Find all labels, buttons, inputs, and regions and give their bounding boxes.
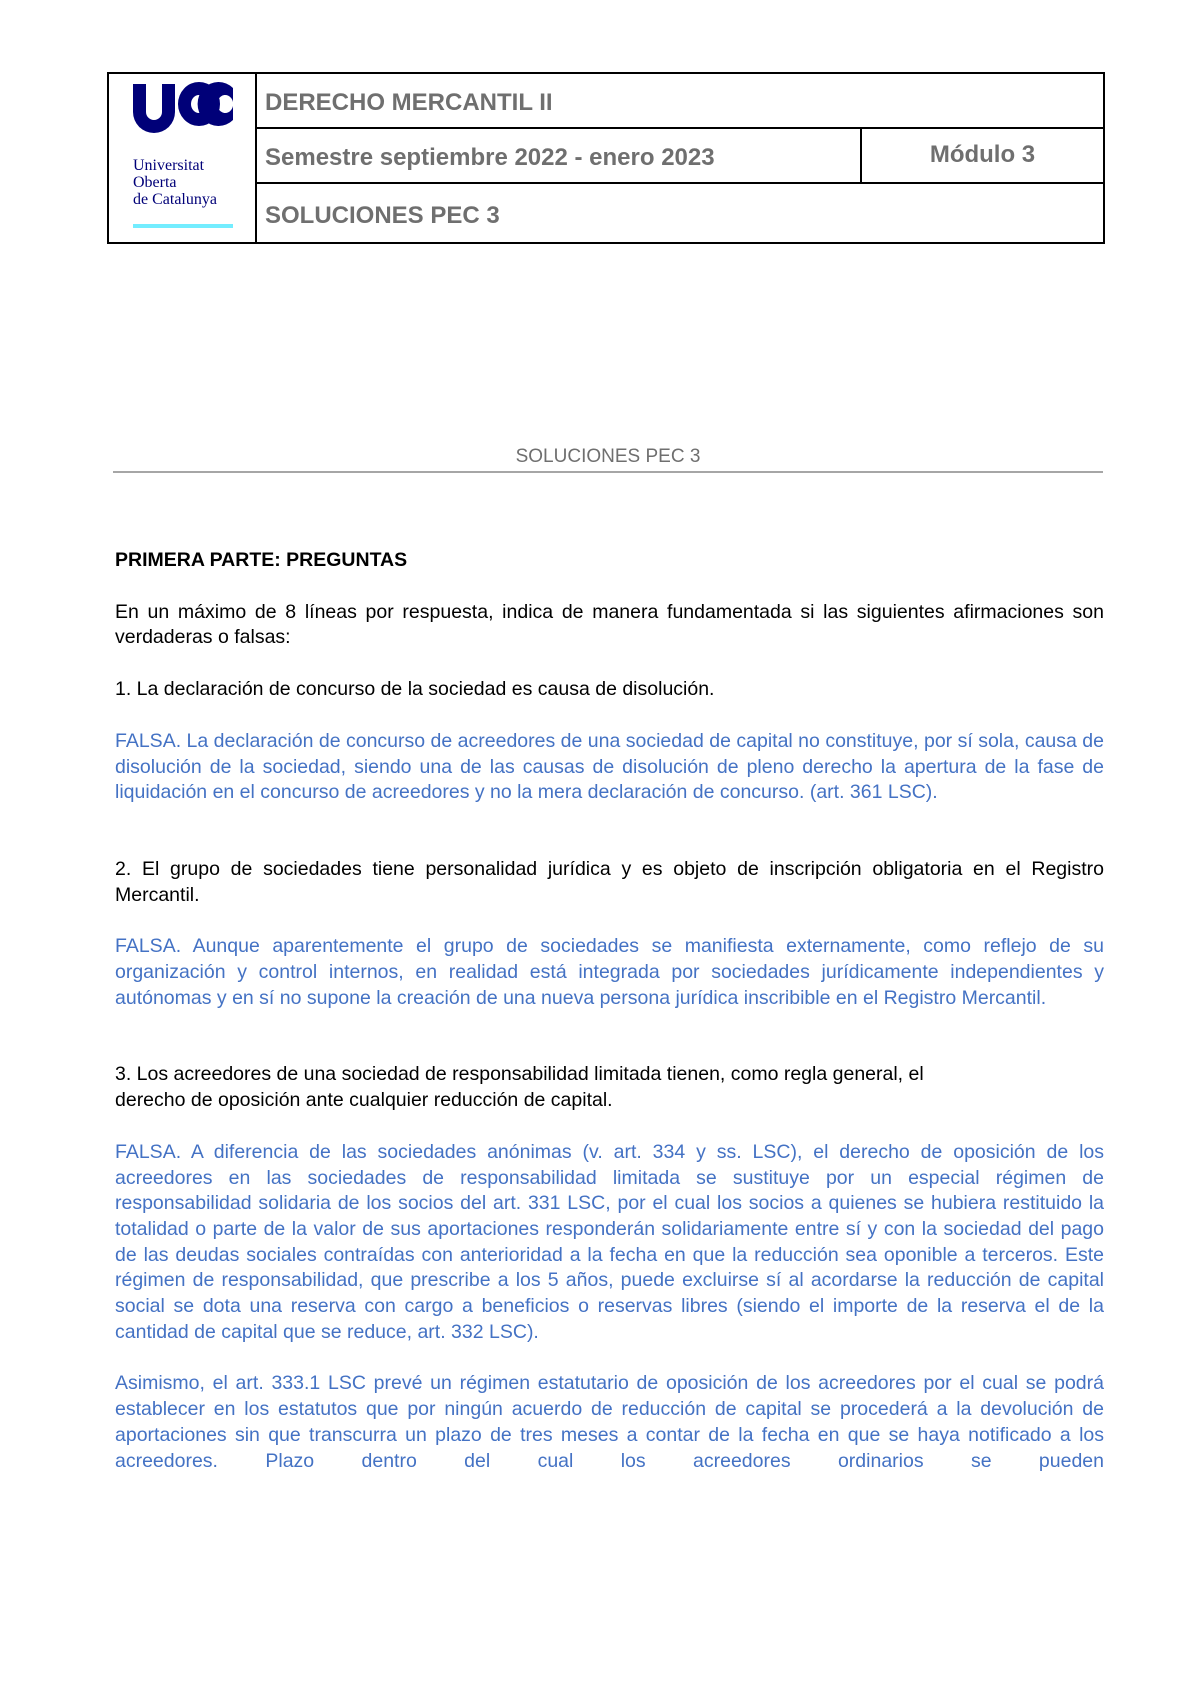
answer-3: FALSA. A diferencia de las sociedades anónimas (v. art. 334 y ss. LSC), el derecho de oposición de los acreedores en las sociedades de responsabilidad limitada se sustituye por un especial régimen de responsabilidad solidaria de los socios del art. 331 LSC, por el cual los socios a quienes se hubiera restituido la totalidad o parte de la valor de sus aportaciones responderán solidariamente entre sí y con la sociedad del pago de las deudas sociales contraídas con anterioridad a la fecha en que la reducción sea oponible a terceros. Este régimen de responsabilidad, que prescribe a los 5 años, puede excluirse sí al acordarse la reducción de capital social se dota una reserva con cargo a beneficios o reservas libres (siendo el importe de la reserva el de la cantidad de capital que se reduce, art. 332 LSC). [115,1140,1104,1343]
module-label: Módulo 3 [929,141,1036,168]
module-cell [860,129,1103,182]
answer-2: FALSA. Aunque aparentemente el grupo de sociedades se manifiesta externamente, como reflejo de su organización y control internos, en realidad está integrada por sociedades jurídicamente independientes y autónomas y en sí no supone la creación de una nueva persona jurídica inscribible en el Registro Mercantil. [115,935,1104,1009]
answer-3-continued: Asimismo, el art. 333.1 LSC prevé un régimen estatutario de oposición de los acreedores por el cual se podrá establecer en los estatutos que por ningún acuerdo de reducción de capital se procederá a la devolución de aportaciones sin que transcurra un plazo de tres meses a contar de la fecha en que se haya notificado a los acreedores. Plazo dentro del cual los acreedores ordinarios se pueden [115,1372,1104,1472]
logo-cell [109,74,257,242]
document-title: SOLUCIONES PEC 3 [515,446,701,467]
intro-paragraph: En un máximo de 8 líneas por respuesta, indica de manera fundamentada si las siguientes afirmaciones son verdaderas o falsas: [115,600,1104,649]
semester-label: Semestre septiembre 2022 - enero 2023 [265,144,715,171]
doc-type-label: SOLUCIONES PEC 3 [265,202,500,229]
course-row [257,74,1103,129]
semester-row [257,129,1103,184]
logo-line2: Oberta [133,174,177,191]
logo-letter-u [133,84,175,133]
answer-1: FALSA. La declaración de concurso de acreedores de una sociedad de capital no constituye, por sí sola, causa de disolución de la sociedad, siendo una de las causas de disolución de pleno derecho la apertura de la fase de liquidación en el concurso de acreedores y no la mera declaración de concurso. (art. 361 LSC). [115,729,1104,804]
doc-type-row [257,184,1103,242]
question-3-line-1: 3. Los acreedores de una sociedad de responsabilidad limitada tienen, como regla general, el [115,1063,924,1086]
logo-line1: Universitat [133,157,205,174]
course-title: DERECHO MERCANTIL II [265,89,553,116]
section-heading: PRIMERA PARTE: PREGUNTAS [115,549,408,571]
question-2: 2. El grupo de sociedades tiene personalidad jurídica y es objeto de inscripción obligatoria en el Registro Mercantil. [115,857,1104,906]
logo-line3: de Catalunya [133,191,217,208]
header-table [107,72,1105,244]
logo-accent-bar [133,224,233,228]
uoc-logo [133,78,233,238]
question-3-line-2: derecho de oposición ante cualquier reducción de capital. [115,1089,613,1112]
document-body [115,548,1104,1474]
title-divider [113,471,1103,473]
question-1: 1. La declaración de concurso de la sociedad es causa de disolución. [115,678,715,701]
